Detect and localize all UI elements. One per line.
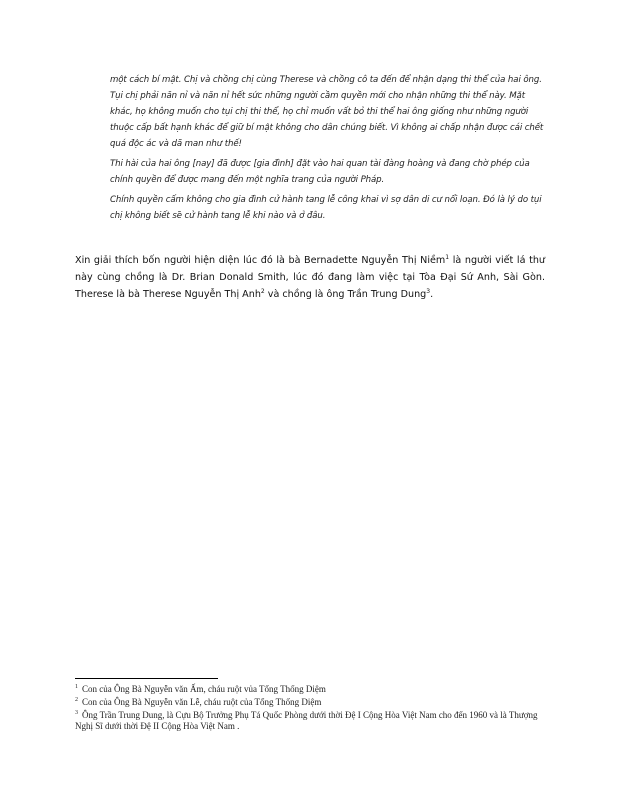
footnote-2 [75, 697, 555, 708]
explanation-paragraph [75, 252, 545, 303]
footnotes [75, 684, 555, 734]
quote-paragraph-2: Thi hài của hai ông [nay] đã được [gia đình] đặt vào hai quan tài đàng hoàng và đang chờ phép của chính quyền để được mang đến một nghĩa trang của người Pháp. [110, 159, 530, 185]
explanation-text-4: . [430, 289, 434, 300]
explanation-text-1: Xin giải thích bốn người hiện diện lúc đó là bà Bernadette Nguyễn Thị Niềm [75, 255, 446, 266]
footnote-3 [75, 710, 555, 732]
footnote-ref-2: 2 [260, 287, 265, 295]
footnote-ref-1: 1 [445, 253, 450, 261]
footnote-number-2: 2 [75, 697, 78, 703]
explanation-text-3: và chồng là ông Trần Trung Dung [264, 289, 427, 300]
footnote-text-3: Ông Trần Trung Dung, là Cựu Bộ Trưởng Phụ Tá Quốc Phòng dưới thời Đệ I Cộng Hòa Việt Nam cho đến 1960 và là Thượng Nghị Sĩ dưới thời Đệ II Cộng Hòa Việt Nam . [75, 710, 538, 731]
footnote-number-1: 1 [75, 684, 78, 690]
explanation-text-2: là người viết lá thư này cùng chồng là Dr. Brian Donald Smith, lúc đó đang làm việc tại Tòa Đại Sứ Anh, Sài Gòn. Therese là bà Therese Nguyễn Thị Anh [75, 255, 545, 300]
footnote-separator [75, 678, 218, 679]
quote-paragraph-3: Chính quyền cấm không cho gia đình cử hành tang lễ công khai vì sợ dân di cư nổi loạn. Đó là lý do tụi chị không biết sẽ cử hành tang lễ khi nào và ở đâu. [110, 195, 542, 221]
footnote-text-1: Con của Ông Bà Nguyễn văn Ấm, cháu ruột vủa Tổng Thống Diệm [82, 684, 326, 694]
footnote-1 [75, 684, 555, 695]
quote-paragraph-1: một cách bí mật. Chị và chồng chị cùng Therese và chồng cô ta đến để nhận dạng thi thể của hai ông. Tụi chị phải năn nỉ và năn nỉ hết sức những người cầm quyền mới cho nhận những thi thể này. Mặt khác, họ không muốn cho tụi chị thi thể, họ chỉ muốn vất bỏ thi thể hai ông giống như những người thuộc cấp bất hạnh khác để giữ bí mật không cho dân chúng biết. Vì không ai chấp nhận được cái chết quá độc ác và dã man như thế! [110, 75, 544, 149]
footnote-text-2: Con của Ông Bà Nguyễn văn Lễ, cháu ruột của Tổng Thống Diệm [82, 697, 322, 707]
footnote-ref-3: 3 [426, 287, 431, 295]
footnote-number-3: 3 [75, 710, 78, 716]
